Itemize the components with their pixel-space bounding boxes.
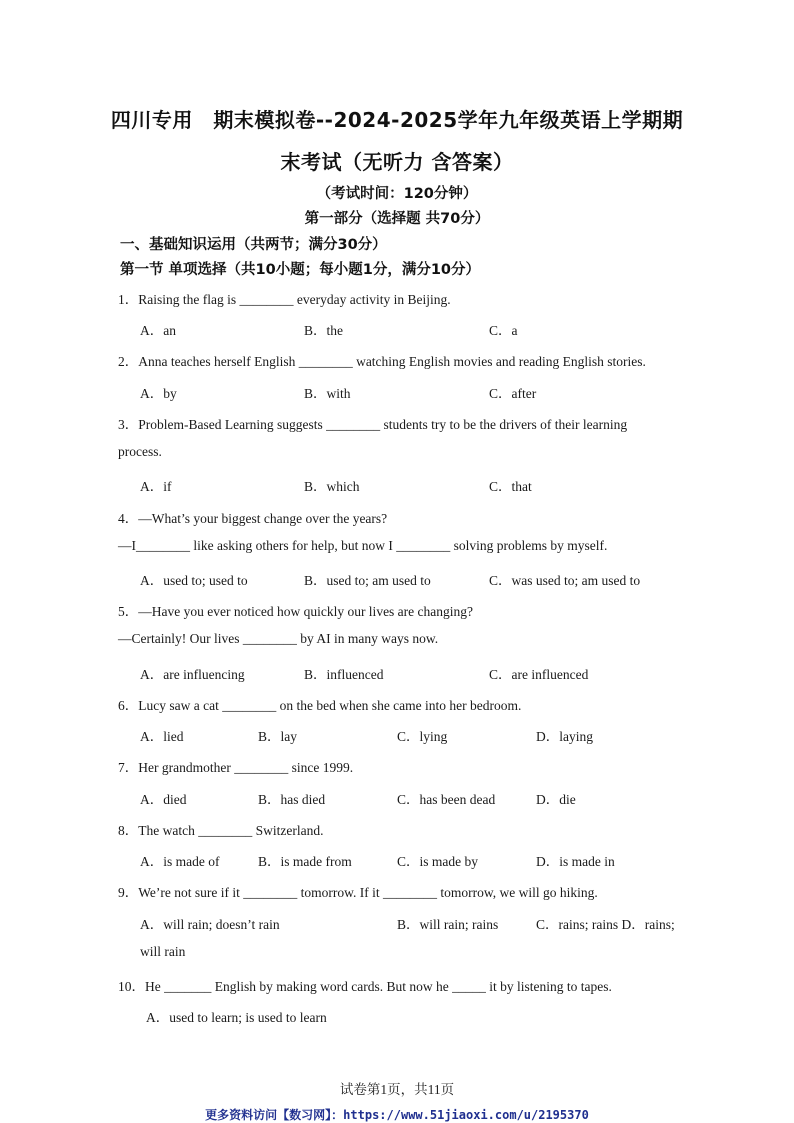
question-9-stem: 9．We’re not sure if it ________ tomorrow. If it ________ tomorrow, we will go hiking. (118, 885, 598, 900)
question-10-stem: 10．He _______ English by making word cards. But now he _____ it by listening to tapes. (118, 979, 612, 994)
question-2-option-a: A．by (140, 386, 177, 401)
page-number: 试卷第1页，共11页 (339, 1082, 455, 1097)
question-8-option-b: B．is made from (258, 854, 352, 869)
question-6-option-a: A．lied (140, 729, 184, 744)
question-7-option-b: B．has died (258, 792, 326, 807)
question-3-stem-continued: process. (118, 444, 162, 459)
question-8-option-c: C．is made by (397, 854, 478, 869)
question-3-option-a: A．if (140, 479, 172, 494)
question-5-option-c: C．are influenced (489, 667, 589, 682)
question-7-option-d: D．die (536, 792, 576, 807)
question-2-option-c: C．after (489, 386, 537, 401)
question-6-stem: 6．Lucy saw a cat ________ on the bed when she came into her bedroom. (118, 698, 522, 713)
question-5-stem: 5．—Have you ever noticed how quickly our lives are changing? (118, 604, 474, 619)
question-9-option-d-continued: will rain (140, 944, 186, 959)
question-5-stem-continued: —Certainly! Our lives ________ by AI in many ways now. (118, 631, 439, 646)
part-heading: 第一部分（选择题 共70分） (304, 211, 490, 227)
question-3-option-b: B．which (304, 479, 360, 494)
question-10-option-a: A．used to learn; is used to learn (146, 1010, 327, 1025)
question-9-option-b: B．will rain; rains (397, 917, 499, 932)
question-1-option-a: A．an (140, 323, 176, 338)
question-1-option-b: B．the (304, 323, 343, 338)
question-9-option-c-d: C．rains; rains D．rains; (536, 917, 675, 932)
exam-title-line-1: 四川专用 期末模拟卷--2024-2025学年九年级英语上学期期 (110, 108, 684, 132)
question-5-option-b: B．influenced (304, 667, 384, 682)
question-6-option-c: C．lying (397, 729, 448, 744)
question-2-option-b: B．with (304, 386, 351, 401)
question-7-stem: 7．Her grandmother ________ since 1999. (118, 760, 354, 775)
question-8-option-a: A．is made of (140, 854, 220, 869)
question-1-stem: 1．Raising the flag is ________ everyday activity in Beijing. (118, 292, 451, 307)
promo-link[interactable]: 更多资料访问【数习网】：https://www.51jiaoxi.com/u/2195370 (205, 1108, 589, 1122)
question-3-option-c: C．that (489, 479, 532, 494)
question-4-stem: 4．—What’s your biggest change over the years? (118, 511, 388, 526)
question-4-option-a: A．used to; used to (140, 573, 248, 588)
section-heading: 一、基础知识运用（共两节；满分30分） (120, 237, 387, 253)
question-6-option-b: B．lay (258, 729, 297, 744)
question-1-option-c: C．a (489, 323, 518, 338)
question-8-option-d: D．is made in (536, 854, 615, 869)
exam-title-line-2: 末考试（无听力 含答案） (280, 150, 514, 174)
question-5-option-a: A．are influencing (140, 667, 245, 682)
question-4-stem-continued: —I________ like asking others for help, but now I ________ solving problems by myself. (118, 538, 608, 553)
question-8-stem: 8．The watch ________ Switzerland. (118, 823, 324, 838)
question-6-option-d: D．laying (536, 729, 593, 744)
question-7-option-c: C．has been dead (397, 792, 496, 807)
question-3-stem: 3．Problem-Based Learning suggests ________ students try to be the drivers of their learning (118, 417, 628, 432)
question-4-option-b: B．used to; am used to (304, 573, 431, 588)
subsection-heading: 第一节 单项选择（共10小题；每小题1分，满分10分） (120, 262, 480, 278)
question-4-option-c: C．was used to; am used to (489, 573, 641, 588)
exam-time: （考试时间：120分钟） (316, 186, 478, 202)
question-7-option-a: A．died (140, 792, 187, 807)
question-2-stem: 2．Anna teaches herself English ________ watching English movies and reading English stories. (118, 354, 646, 369)
question-9-option-a: A．will rain; doesn’t rain (140, 917, 280, 932)
